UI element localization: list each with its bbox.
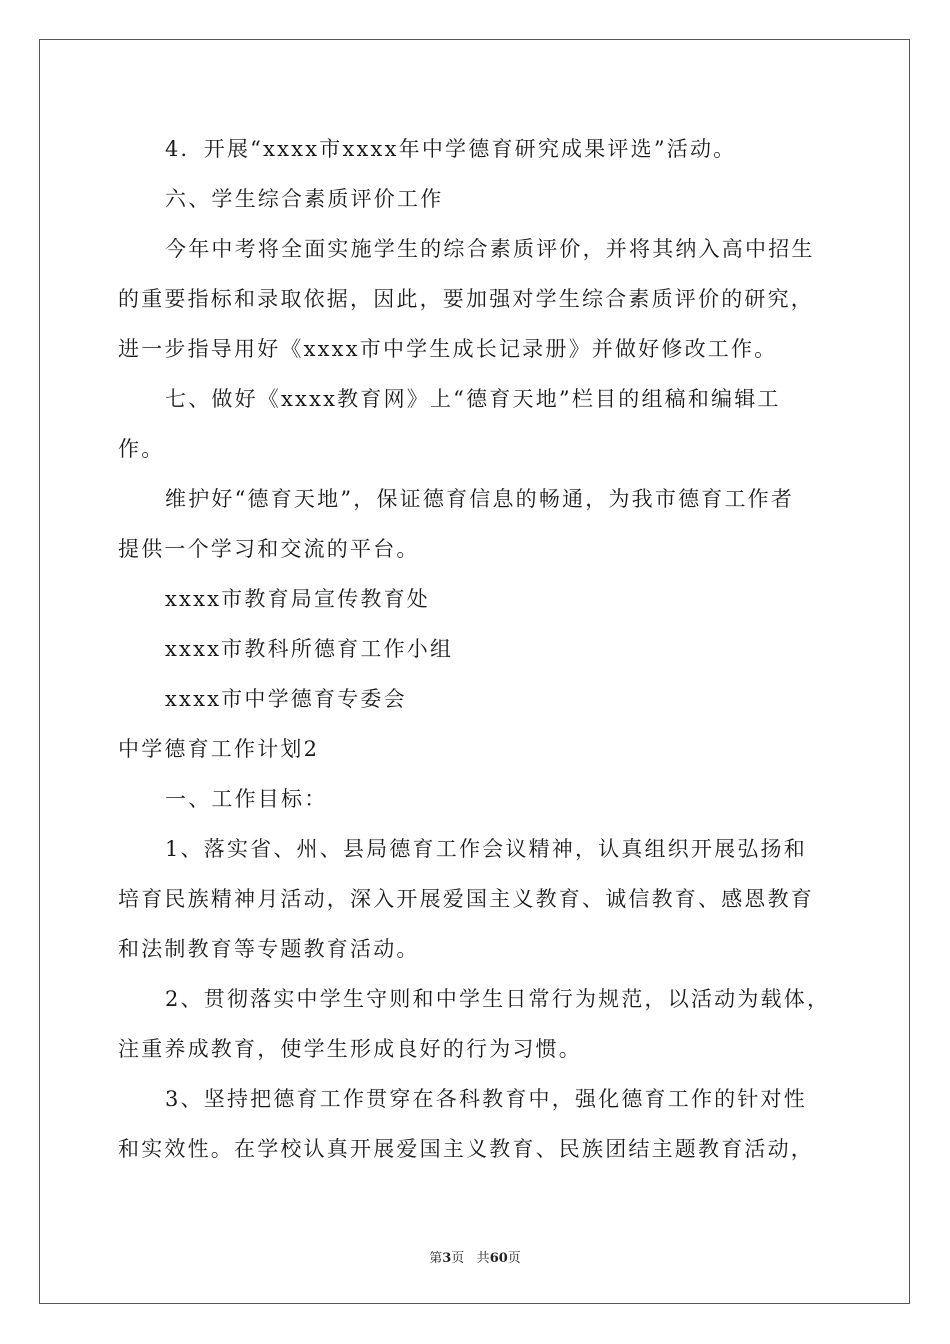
- text-line-3: 今年中考将全面实施学生的综合素质评价，并将其纳入高中招生: [165, 237, 815, 261]
- document-title: 中学德育工作计划2: [118, 737, 320, 761]
- text-line-4: 的重要指标和录取依据，因此，要加强对学生综合素质评价的研究，: [118, 287, 814, 311]
- text-line-5: 进一步指导用好《xxxx市中学生成长记录册》并做好修改工作。: [118, 337, 778, 361]
- signature-line-1: xxxx市教育局宣传教育处: [165, 587, 430, 611]
- section-heading-7: 七、做好《xxxx教育网》上“德育天地”栏目的组稿和编辑工: [165, 387, 781, 411]
- footer-page-number: 3: [442, 1251, 452, 1266]
- text-line-7: 作。: [118, 437, 165, 461]
- footer-total-suffix: 页: [507, 1251, 521, 1266]
- signature-line-2: xxxx市教科所德育工作小组: [165, 637, 454, 661]
- footer-page-suffix: 页: [451, 1251, 465, 1266]
- text-line-1: 4．开展“xxxx市xxxx年中学德育研究成果评选”活动。: [165, 137, 737, 161]
- footer-prefix: 第: [429, 1251, 443, 1266]
- signature-line-3: xxxx市中学德育专委会: [165, 687, 407, 711]
- section-heading-1: 一、工作目标：: [165, 787, 328, 811]
- section-heading-6: 六、学生综合素质评价工作: [165, 187, 444, 211]
- footer-total-pages: 60: [489, 1251, 508, 1266]
- footer-total-prefix: 共: [476, 1251, 490, 1266]
- text-line-21: 和实效性。在学校认真开展爱国主义教育、民族团结主题教育活动，: [118, 1137, 814, 1161]
- text-line-8: 维护好“德育天地”，保证德育信息的畅通，为我市德育工作者: [165, 487, 795, 511]
- text-line-15: 1、落实省、州、县局德育工作会议精神，认真组织开展弘扬和: [165, 837, 807, 861]
- page-border: [39, 39, 910, 1304]
- page-footer: [0, 1247, 950, 1266]
- text-line-18: 2、贯彻落实中学生守则和中学生日常行为规范，以活动为载体，: [165, 987, 831, 1011]
- text-line-16: 培育民族精神月活动，深入开展爱国主义教育、诚信教育、感恩教育: [118, 887, 814, 911]
- text-line-20: 3、坚持把德育工作贯穿在各科教育中，强化德育工作的针对性: [165, 1087, 807, 1111]
- text-line-17: 和法制教育等专题教育活动。: [118, 937, 420, 961]
- text-line-19: 注重养成教育，使学生形成良好的行为习惯。: [118, 1037, 582, 1061]
- text-line-9: 提供一个学习和交流的平台。: [118, 537, 420, 561]
